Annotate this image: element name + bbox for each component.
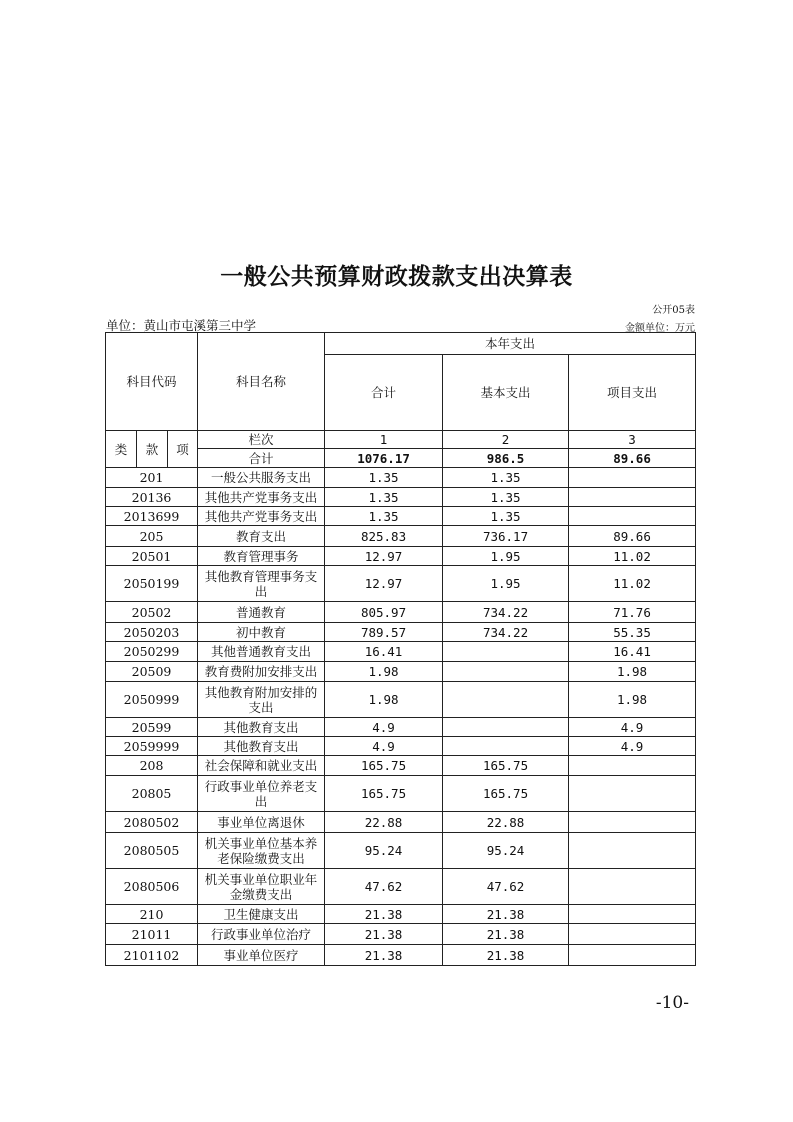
row-name: 机关事业单位基本养老保险缴费支出 xyxy=(198,833,325,869)
row-code: 2050203 xyxy=(106,623,198,642)
row-name: 行政事业单位养老支出 xyxy=(198,776,325,812)
row-basic: 734.22 xyxy=(443,602,569,623)
row-project xyxy=(569,924,696,945)
row-name: 教育支出 xyxy=(198,526,325,547)
row-code: 2050999 xyxy=(106,682,198,718)
header-kuan: 款 xyxy=(137,431,168,468)
row-project xyxy=(569,756,696,776)
row-basic: 47.62 xyxy=(443,869,569,905)
row-name: 机关事业单位职业年金缴费支出 xyxy=(198,869,325,905)
row-project: 4.9 xyxy=(569,718,696,737)
row-basic: 165.75 xyxy=(443,776,569,812)
row-name: 行政事业单位治疗 xyxy=(198,924,325,945)
row-code: 210 xyxy=(106,905,198,924)
table-row xyxy=(106,869,696,905)
row-code: 2013699 xyxy=(106,507,198,526)
row-name: 其他普通教育支出 xyxy=(198,642,325,662)
row-project: 55.35 xyxy=(569,623,696,642)
row-basic: 165.75 xyxy=(443,756,569,776)
row-basic: 21.38 xyxy=(443,945,569,966)
row-name: 初中教育 xyxy=(198,623,325,642)
row-basic: 736.17 xyxy=(443,526,569,547)
row-total: 47.62 xyxy=(325,869,443,905)
header-project: 项目支出 xyxy=(569,355,696,431)
row-code: 20599 xyxy=(106,718,198,737)
row-total: 95.24 xyxy=(325,833,443,869)
row-basic xyxy=(443,718,569,737)
row-name: 其他共产党事务支出 xyxy=(198,488,325,507)
row-project xyxy=(569,776,696,812)
row-basic: 21.38 xyxy=(443,905,569,924)
table-row xyxy=(106,526,696,547)
total-row-total: 1076.17 xyxy=(325,449,443,468)
row-total: 1.98 xyxy=(325,682,443,718)
table-row xyxy=(106,905,696,924)
row-code: 201 xyxy=(106,468,198,488)
header-code: 科目代码 xyxy=(106,333,198,431)
row-code: 20502 xyxy=(106,602,198,623)
row-total: 789.57 xyxy=(325,623,443,642)
row-code: 205 xyxy=(106,526,198,547)
row-total: 12.97 xyxy=(325,566,443,602)
row-total: 4.9 xyxy=(325,718,443,737)
row-code: 2101102 xyxy=(106,945,198,966)
row-code: 20136 xyxy=(106,488,198,507)
row-total: 21.38 xyxy=(325,945,443,966)
col-index-1: 1 xyxy=(325,431,443,449)
row-basic xyxy=(443,662,569,682)
row-basic: 22.88 xyxy=(443,812,569,833)
row-project: 89.66 xyxy=(569,526,696,547)
row-project: 16.41 xyxy=(569,642,696,662)
row-basic: 1.35 xyxy=(443,468,569,488)
row-name: 其他教育支出 xyxy=(198,737,325,756)
row-project xyxy=(569,468,696,488)
header-xiang: 项 xyxy=(168,431,198,468)
table-row xyxy=(106,924,696,945)
table-row xyxy=(106,776,696,812)
table-row xyxy=(106,602,696,623)
row-project: 71.76 xyxy=(569,602,696,623)
table-row xyxy=(106,945,696,966)
table-row xyxy=(106,812,696,833)
row-code: 20501 xyxy=(106,547,198,566)
row-name: 其他教育支出 xyxy=(198,718,325,737)
row-project xyxy=(569,905,696,924)
row-basic: 1.35 xyxy=(443,507,569,526)
row-basic xyxy=(443,642,569,662)
row-basic: 734.22 xyxy=(443,623,569,642)
row-basic: 1.95 xyxy=(443,547,569,566)
row-project: 1.98 xyxy=(569,682,696,718)
table-row xyxy=(106,833,696,869)
row-basic xyxy=(443,737,569,756)
row-code: 20805 xyxy=(106,776,198,812)
row-total: 22.88 xyxy=(325,812,443,833)
row-project: 1.98 xyxy=(569,662,696,682)
table-row xyxy=(106,468,696,488)
table-row xyxy=(106,718,696,737)
table-row xyxy=(106,507,696,526)
row-name: 卫生健康支出 xyxy=(198,905,325,924)
table-row xyxy=(106,662,696,682)
row-basic: 95.24 xyxy=(443,833,569,869)
row-total: 825.83 xyxy=(325,526,443,547)
row-total: 21.38 xyxy=(325,905,443,924)
row-project xyxy=(569,833,696,869)
col-index-2: 2 xyxy=(443,431,569,449)
row-basic xyxy=(443,682,569,718)
row-project xyxy=(569,488,696,507)
row-total: 1.35 xyxy=(325,468,443,488)
header-year-expense: 本年支出 xyxy=(325,333,696,355)
row-total: 21.38 xyxy=(325,924,443,945)
unit-label: 单位：黄山市屯溪第三中学 xyxy=(106,318,257,333)
row-total: 12.97 xyxy=(325,547,443,566)
row-code: 2050199 xyxy=(106,566,198,602)
row-total: 165.75 xyxy=(325,756,443,776)
row-basic: 1.35 xyxy=(443,488,569,507)
row-name: 其他共产党事务支出 xyxy=(198,507,325,526)
row-basic: 1.95 xyxy=(443,566,569,602)
row-project: 4.9 xyxy=(569,737,696,756)
row-project xyxy=(569,869,696,905)
table-row xyxy=(106,756,696,776)
row-project xyxy=(569,812,696,833)
money-unit: 金额单位：万元 xyxy=(625,323,695,334)
header-lanci: 栏次 xyxy=(198,431,325,449)
row-name: 社会保障和就业支出 xyxy=(198,756,325,776)
total-row-basic: 986.5 xyxy=(443,449,569,468)
row-project xyxy=(569,945,696,966)
table-row xyxy=(106,488,696,507)
table-row xyxy=(106,547,696,566)
row-total: 16.41 xyxy=(325,642,443,662)
row-name: 事业单位医疗 xyxy=(198,945,325,966)
row-total: 805.97 xyxy=(325,602,443,623)
total-row-label: 合计 xyxy=(198,449,325,468)
header-name: 科目名称 xyxy=(198,333,325,431)
row-code: 208 xyxy=(106,756,198,776)
row-project xyxy=(569,507,696,526)
header-basic: 基本支出 xyxy=(443,355,569,431)
row-total: 1.98 xyxy=(325,662,443,682)
row-total: 4.9 xyxy=(325,737,443,756)
row-total: 1.35 xyxy=(325,507,443,526)
row-code: 21011 xyxy=(106,924,198,945)
table-row xyxy=(106,737,696,756)
row-code: 20509 xyxy=(106,662,198,682)
row-project: 11.02 xyxy=(569,566,696,602)
total-row-project: 89.66 xyxy=(569,449,696,468)
row-project: 11.02 xyxy=(569,547,696,566)
row-name: 教育费附加安排支出 xyxy=(198,662,325,682)
table-row xyxy=(106,566,696,602)
row-name: 其他教育管理事务支出 xyxy=(198,566,325,602)
table-row xyxy=(106,623,696,642)
row-total: 1.35 xyxy=(325,488,443,507)
row-total: 165.75 xyxy=(325,776,443,812)
row-code: 2080505 xyxy=(106,833,198,869)
row-name: 一般公共服务支出 xyxy=(198,468,325,488)
page-title: 一般公共预算财政拨款支出决算表 xyxy=(220,264,573,290)
header-total: 合计 xyxy=(325,355,443,431)
table-row xyxy=(106,682,696,718)
expense-table xyxy=(105,332,696,966)
row-code: 2080502 xyxy=(106,812,198,833)
row-code: 2059999 xyxy=(106,737,198,756)
col-index-3: 3 xyxy=(569,431,696,449)
row-name: 事业单位离退休 xyxy=(198,812,325,833)
page-number: -10- xyxy=(655,993,689,1013)
row-name: 普通教育 xyxy=(198,602,325,623)
row-code: 2080506 xyxy=(106,869,198,905)
form-number: 公开05表 xyxy=(652,305,695,316)
header-lei: 类 xyxy=(106,431,137,468)
row-name: 其他教育附加安排的支出 xyxy=(198,682,325,718)
row-name: 教育管理事务 xyxy=(198,547,325,566)
row-basic: 21.38 xyxy=(443,924,569,945)
row-code: 2050299 xyxy=(106,642,198,662)
table-row xyxy=(106,642,696,662)
